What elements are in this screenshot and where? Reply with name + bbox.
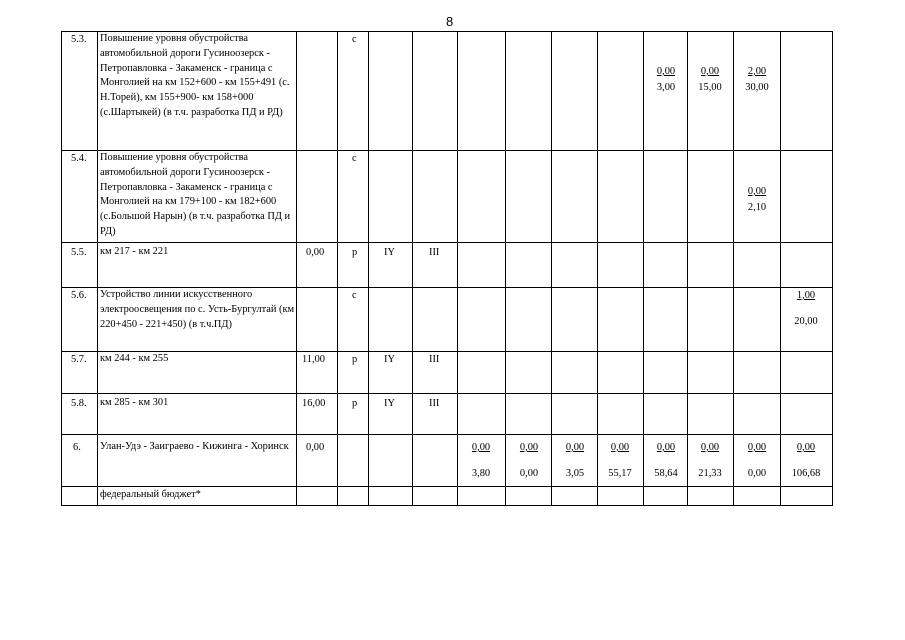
row-description: км 217 - км 221 <box>100 246 169 257</box>
road-category: IY <box>384 247 395 258</box>
row-number: 5.8. <box>71 398 87 409</box>
value-top: 0,00 <box>700 442 720 453</box>
value-top: 0,00 <box>796 442 816 453</box>
row-description: Повышение уровня обустройства автомобильной дороги Гусиноозерск - Петропавловка - Закаменск - граница с Монголией на км 179+100 - км 182+600 (с.Большой Нарын) (в т.ч. разработка ПД и РД) <box>100 152 291 237</box>
value-bottom: 3,00 <box>656 82 676 93</box>
work-type: р <box>352 247 358 258</box>
row-number: 5.4. <box>71 153 87 164</box>
row-description: Устройство линии искусственного электроосвещения по с. Усть-Бургултай (км 220+450 - 221+450) (в т.ч.ПД) <box>100 289 295 330</box>
row-number: 5.6. <box>71 290 87 301</box>
row-number: 5.3. <box>71 34 87 45</box>
value-top: 0,00 <box>747 186 767 197</box>
pavement-type: III <box>429 247 440 258</box>
length-km: 11,00 <box>302 354 325 365</box>
value-top: 0,00 <box>747 442 767 453</box>
value-bottom: 0,00 <box>747 468 767 479</box>
work-type: с <box>352 290 357 301</box>
value-top: 1,00 <box>796 290 816 301</box>
length-km: 0,00 <box>306 247 325 258</box>
value-top: 0,00 <box>700 66 720 77</box>
pavement-type: III <box>429 398 440 409</box>
road-category: IY <box>384 354 395 365</box>
length-km: 16,00 <box>302 398 326 409</box>
row-number: 6. <box>73 442 81 453</box>
work-type: р <box>352 398 358 409</box>
value-bottom: 0,00 <box>519 468 539 479</box>
value-bottom: 20,00 <box>794 316 818 327</box>
pavement-type: III <box>429 354 440 365</box>
work-type: с <box>352 153 357 164</box>
value-bottom: 30,00 <box>745 82 769 93</box>
row-description: км 285 - км 301 <box>100 397 169 408</box>
page-number: 8 <box>446 14 454 29</box>
row-number: 5.7. <box>71 354 87 365</box>
value-bottom: 3,05 <box>565 468 585 479</box>
value-bottom: 15,00 <box>698 82 722 93</box>
value-top: 0,00 <box>610 442 630 453</box>
road-category: IY <box>384 398 395 409</box>
value-top: 0,00 <box>565 442 585 453</box>
row-number: 5.5. <box>71 247 87 258</box>
value-bottom: 21,33 <box>698 468 722 479</box>
work-type: с <box>352 34 357 45</box>
value-bottom: 3,80 <box>471 468 491 479</box>
value-bottom: 106,68 <box>791 468 821 479</box>
work-type: р <box>352 354 358 365</box>
value-top: 0,00 <box>471 442 491 453</box>
financing-table <box>61 31 833 506</box>
value-bottom: 2,10 <box>747 202 767 213</box>
value-bottom: 55,17 <box>608 468 632 479</box>
length-km: 0,00 <box>306 442 325 453</box>
row-description: федеральный бюджет* <box>100 489 201 500</box>
value-bottom: 58,64 <box>654 468 678 479</box>
value-top: 0,00 <box>656 442 676 453</box>
value-top: 0,00 <box>656 66 676 77</box>
row-description: км 244 - км 255 <box>100 353 169 364</box>
row-description: Повышение уровня обустройства автомобильной дороги Гусиноозерск - Петропавловка - Закаменск - граница с Монголией на км 152+600 - км 155+491 (с. Н.Торей), км 155+900- км 158+000 (с.Шартыкей) (в т.ч. разработка ПД и РД) <box>100 33 290 118</box>
value-top: 0,00 <box>519 442 539 453</box>
row-description: Улан-Удэ - Заиграево - Кижинга - Хоринск <box>100 441 289 452</box>
value-top: 2,00 <box>747 66 767 77</box>
